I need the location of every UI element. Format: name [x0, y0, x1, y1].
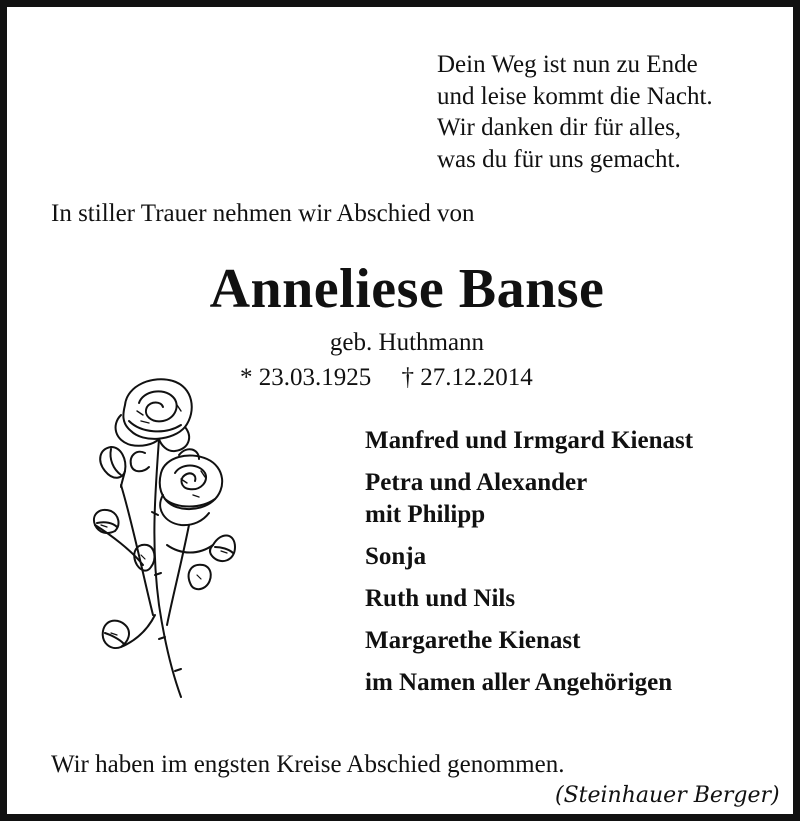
mourner-entry [365, 541, 693, 573]
poem-line: und leise kommt die Nacht. [437, 82, 713, 110]
mourner-entry [365, 583, 693, 615]
mourner-line: Margarethe Kienast [365, 627, 581, 654]
mourners-list [365, 425, 693, 699]
mourner-entry [365, 467, 693, 531]
mourner-entry [365, 667, 693, 699]
rose-illustration-icon [81, 375, 237, 701]
mourner-entry [365, 625, 693, 657]
intro-text: In stiller Trauer nehmen wir Abschied von [51, 200, 475, 227]
mourner-line: Sonja [365, 543, 427, 570]
life-dates [240, 364, 533, 392]
mourner-entry [365, 425, 693, 457]
mourner-line: Petra und Alexander [365, 469, 588, 496]
birth-name: geb. Huthmann [329, 329, 485, 356]
mourner-line: Manfred und Irmgard Kienast [365, 427, 694, 454]
poem-line: was du für uns gemacht. [437, 145, 681, 173]
poem-line: Wir danken dir für alles, [437, 114, 682, 141]
death-date: † 27.12.2014 [401, 364, 533, 391]
funeral-home-signature: (Steinhauer Berger) [555, 783, 780, 808]
mourner-line: im Namen aller Angehörigen [365, 669, 673, 696]
mourner-line: mit Philipp [365, 501, 486, 528]
deceased-name: Anneliese Banse [209, 258, 605, 320]
poem-line: Dein Weg ist nun zu Ende [437, 51, 698, 78]
poem [437, 49, 713, 175]
closing-text: Wir haben im engsten Kreise Abschied genommen. [51, 751, 565, 778]
mourner-line: Ruth und Nils [365, 585, 516, 612]
birth-date: * 23.03.1925 [240, 364, 372, 391]
